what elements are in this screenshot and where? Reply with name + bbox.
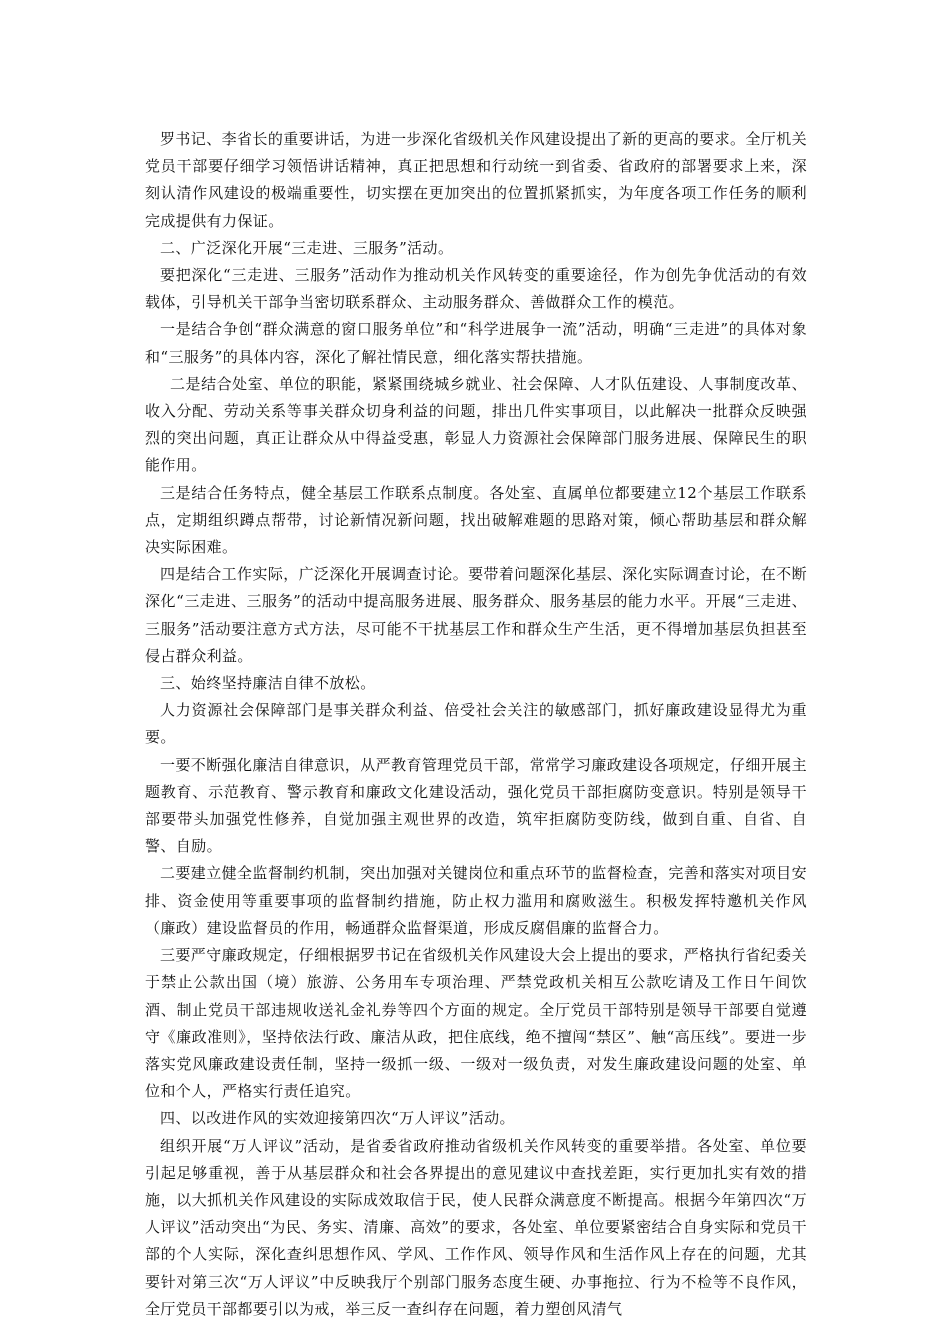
paragraph-intro: 罗书记、李省长的重要讲话，为进一步深化省级机关作风建设提出了新的更高的要求。全厅机关党员干部要仔细学习领悟讲话精神，真正把思想和行动统一到省委、省政府的部署要求上来，深刻认清作风建设的极端重要性，切实摆在更加突出的位置抓紧抓实，为年度各项工作任务的顺利完成提供有力保证。: [145, 130, 807, 230]
paragraph: 一要不断强化廉洁自律意识，从严教育管理党员干部，常常学习廉政建设各项规定，仔细开展主题教育、示范教育、警示教育和廉政文化建设活动，强化党员干部拒腐防变意识。特别是领导干部要带头加强党性修养，自觉加强主观世界的改造，筑牢拒腐防变防线，做到自重、自省、自警、自励。: [145, 755, 807, 856]
paragraph: 四是结合工作实际，广泛深化开展调查讨论。要带着问题深化基层、深化实际调查讨论，在不断深化“三走进、三服务”的活动中提高服务进展、服务群众、服务基层的能力水平。开展“三走进、三服务”活动要注意方式方法，尽可能不干扰基层工作和群众生产生活，更不得增加基层负担甚至侵占群众利益。: [145, 565, 807, 665]
paragraph: 要把深化“三走进、三服务”活动作为推动机关作风转变的重要途径，作为创先争优活动的有效载体，引导机关干部争当密切联系群众、主动服务群众、善做群众工作的模范。: [145, 266, 807, 312]
section-heading-3: 三、始终坚持廉洁自律不放松。: [160, 674, 376, 693]
paragraph: 三要严守廉政规定，仔细根据罗书记在省级机关作风建设大会上提出的要求，严格执行省纪委关于禁止公款出国（境）旅游、公务用车专项治理、严禁党政机关相互公款吃请及工作日午间饮酒、制止党员干部违规收送礼金礼券等四个方面的规定。全厅党员干部特别是领导干部要自觉遵守《廉政准则》，坚持依法行政、廉洁从政，把住底线，绝不擅闯“禁区”、触“高压线”。要进一步落实党风廉政建设责任制，坚持一级抓一级、一级对一级负责，对发生廉政建设问题的处室、单位和个人，严格实行责任追究。: [145, 946, 807, 1101]
paragraph: 一是结合争创“群众满意的窗口服务单位”和“科学进展争一流”活动，明确“三走进”的具体对象和“三服务”的具体内容，深化了解社情民意，细化落实帮扶措施。: [145, 320, 807, 366]
document-body: [145, 126, 807, 1323]
paragraph: 人力资源社会保障部门是事关群众利益、倍受社会关注的敏感部门，抓好廉政建设显得尤为重要。: [145, 701, 807, 747]
section-heading-2: 二、广泛深化开展“三走进、三服务”活动。: [160, 238, 454, 257]
paragraph: 二要建立健全监督制约机制，突出加强对关键岗位和重点环节的监督检查，完善和落实对项目安排、资金使用等重要事项的监督制约措施，防止权力滥用和腐败滋生。积极发挥特邀机关作风（廉政）建设监督员的作用，畅通群众监督渠道，形成反腐倡廉的监督合力。: [145, 864, 807, 937]
paragraph: 组织开展“万人评议”活动，是省委省政府推动省级机关作风转变的重要举措。各处室、单位要引起足够重视，善于从基层群众和社会各界提出的意见建议中查找差距，实行更加扎实有效的措施，以大抓机关作风建设的实际成效取信于民，使人民群众满意度不断提高。根据今年第四次“万人评议”活动突出“为民、务实、清廉、高效”的要求，各处室、单位要紧密结合自身实际和党员干部的个人实际，深化查纠思想作风、学风、工作作风、领导作风和生活作风上存在的问题，尤其要针对第三次“万人评议”中反映我厅个别部门服务态度生硬、办事拖拉、行为不检等不良作风，全厅党员干部都要引以为戒，举三反一查纠存在问题，着力塑创风清气: [145, 1136, 807, 1318]
section-heading-4: 四、以改进作风的实效迎接第四次“万人评议”活动。: [160, 1109, 515, 1128]
paragraph: 二是结合处室、单位的职能，紧紧围绕城乡就业、社会保障、人才队伍建设、人事制度改革、收入分配、劳动关系等事关群众切身利益的问题，排出几件实事项目，以此解决一批群众反映强烈的突出问题，真正让群众从中得益受惠，彰显人力资源社会保障部门服务进展、保障民生的职能作用。: [145, 374, 807, 475]
paragraph: 三是结合任务特点，健全基层工作联系点制度。各处室、直属单位都要建立12个基层工作联系点，定期组织蹲点帮带，讨论新情况新问题，找出破解难题的思路对策，倾心帮助基层和群众解决实际困难。: [145, 483, 807, 557]
